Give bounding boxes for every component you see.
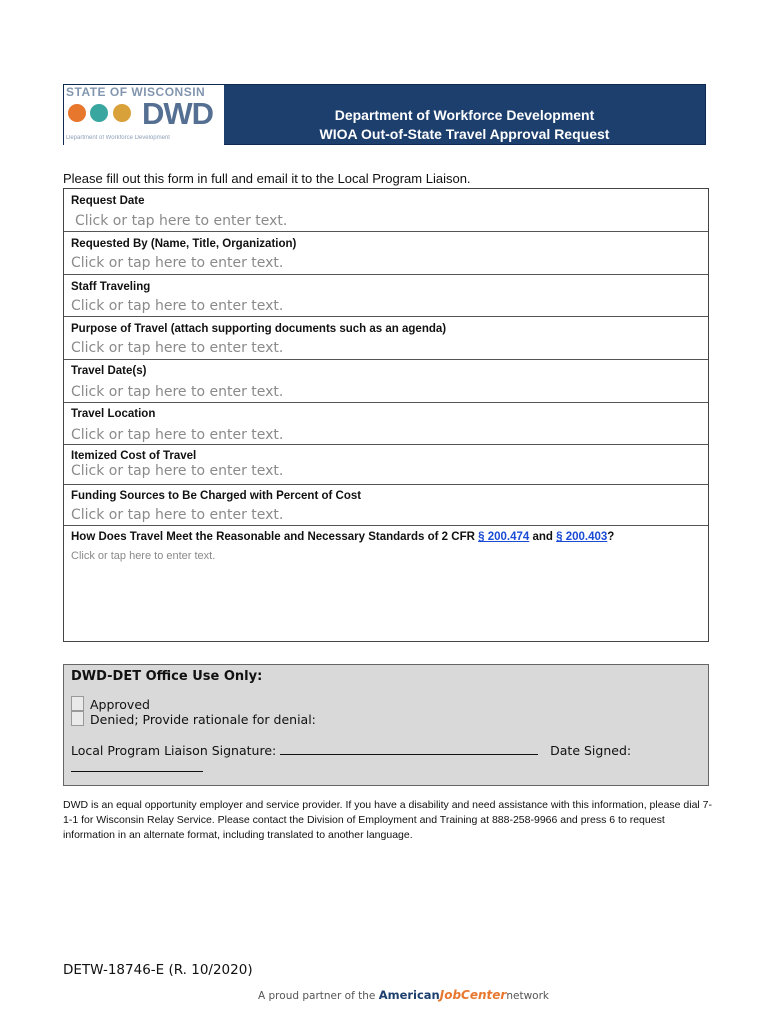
staff-traveling-label: Staff Traveling [71,281,151,293]
standards-label-middle: and [529,531,557,543]
signature-line [71,742,631,758]
page-title [224,106,705,144]
staff-traveling-row [64,275,708,317]
purpose-field[interactable]: Click or tap here to enter text. [71,340,284,356]
request-date-row [64,189,708,232]
logo-circle-gold [111,102,133,124]
travel-location-field[interactable]: Click or tap here to enter text. [71,427,284,443]
signature-label: Local Program Liaison Signature: [71,743,277,758]
title-line-1: Department of Workforce Development [334,107,595,123]
equal-opportunity-note: DWD is an equal opportunity employer and service provider. If you have a disability and need assistance with this information, please dial 7-1-1 for Wisconsin Relay Service. Please contact the Division of Employment and Training at 888-258-9966 and press 6 to request information in an alternate format, including translated to another language. [63,799,713,841]
denied-checkbox[interactable] [71,711,84,726]
date-signed-label: Date Signed: [550,743,632,758]
itemized-cost-field[interactable]: Click or tap here to enter text. [71,463,284,479]
purpose-row [64,317,708,360]
title-line-2: WIOA Out-of-State Travel Approval Request [319,126,610,142]
logo-state-text: STATE OF WISCONSIN [66,85,206,99]
standards-label-suffix: ? [607,531,615,543]
request-date-label: Request Date [71,195,145,207]
funding-sources-row [64,485,708,526]
cfr-200-403-link[interactable]: § 200.403 [556,531,608,543]
logo-tagline: Department of Workforce Development [66,135,170,141]
travel-location-label: Travel Location [71,408,156,420]
logo-wordmark: DWD [142,96,214,131]
requested-by-field[interactable]: Click or tap here to enter text. [71,255,284,271]
dwd-logo-icon [64,85,224,145]
form-header [63,84,706,145]
date-signed-field[interactable] [71,759,203,772]
partner-line [258,988,549,1002]
partner-suffix: network [506,990,549,1002]
funding-sources-field[interactable]: Click or tap here to enter text. [71,507,284,523]
requested-by-label: Requested By (Name, Title, Organization) [71,238,297,250]
request-date-field[interactable]: Click or tap here to enter text. [75,213,288,229]
staff-traveling-field[interactable]: Click or tap here to enter text. [71,298,284,314]
standards-row [64,526,708,642]
standards-label [71,531,614,543]
travel-dates-row [64,360,708,403]
requested-by-row [64,232,708,275]
itemized-cost-row [64,445,708,485]
itemized-cost-label: Itemized Cost of Travel [71,450,197,462]
travel-dates-field[interactable]: Click or tap here to enter text. [71,384,284,400]
approved-option [71,696,150,712]
standards-field[interactable]: Click or tap here to enter text. [71,550,216,562]
office-use-title: DWD-DET Office Use Only: [71,669,263,684]
partner-prefix: A proud partner of the [258,990,379,1002]
form-id: DETW-18746-E (R. 10/2020) [63,962,253,978]
denied-option [71,711,316,727]
jobcenter-brand: JobCenter [439,988,507,1002]
travel-location-row [64,403,708,445]
standards-label-prefix: How Does Travel Meet the Reasonable and Necessary Standards of 2 CFR [71,531,479,543]
denied-label: Denied; Provide rationale for denial: [90,712,316,727]
request-form [63,188,709,642]
approved-checkbox[interactable] [71,696,84,711]
purpose-label: Purpose of Travel (attach supporting documents such as an agenda) [71,323,447,335]
approved-label: Approved [90,697,150,712]
logo-circle-orange [66,102,88,124]
travel-dates-label: Travel Date(s) [71,365,147,377]
logo-circle-teal [88,102,110,124]
office-use-box [63,664,709,786]
american-brand: American [378,988,440,1002]
logo-circles [66,102,129,128]
intro-text: Please fill out this form in full and email it to the Local Program Liaison. [63,171,471,186]
cfr-200-474-link[interactable]: § 200.474 [478,531,530,543]
signature-field[interactable] [280,742,538,755]
funding-sources-label: Funding Sources to Be Charged with Percent of Cost [71,490,362,502]
